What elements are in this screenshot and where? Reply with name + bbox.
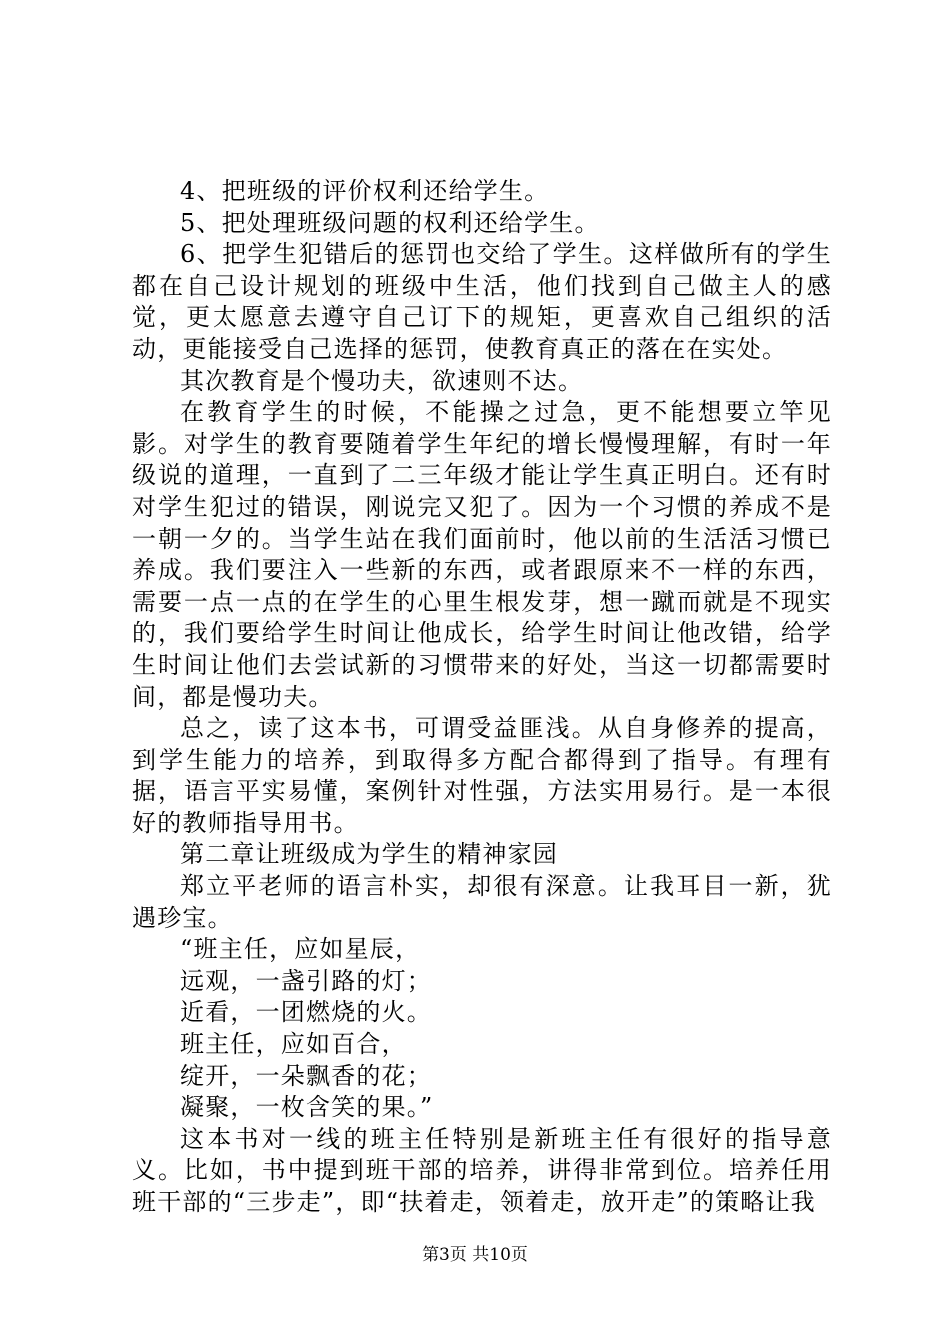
paragraph: 这本书对一线的班主任特别是新班主任有很好的指导意义。比如，书中提到班干部的培养，讲得非常到位。培养任用班干部的“三步走”，即“扶着走，领着走，放开走”的策略让我 (132, 1124, 832, 1216)
paragraph: 郑立平老师的语言朴实，却很有深意。让我耳目一新，犹遇珍宝。 (132, 872, 832, 932)
poem-line: 绽开，一朵飘香的花； (180, 1061, 432, 1090)
poem-line: “班主任，应如星辰， (180, 935, 421, 964)
chapter-heading: 第二章让班级成为学生的精神家园 (180, 840, 558, 869)
poem-line: 远观，一盏引路的灯； (180, 966, 432, 995)
document-body (132, 176, 832, 1219)
poem-line: 近看，一团燃烧的火。 (180, 998, 432, 1027)
paragraph: 4、把班级的评价权利还给学生。 (180, 177, 550, 205)
paragraph: 在教育学生的时候，不能操之过急，更不能想要立竿见影。对学生的教育要随着学生年纪的增长慢慢理解，有时一年级说的道理，一直到了二三年级才能让学生真正明白。还有时对学生犯过的错误，刚说完又犯了。因为一个习惯的养成不是一朝一夕的。当学生站在我们面前时，他以前的生活活习惯已养成。我们要注入一些新的东西，或者跟原来不一样的东西，需要一点一点的在学生的心里生根发芽，想一蹴而就是不现实的，我们要给学生时间让他成长，给学生时间让他改错，给学生时间让他们去尝试新的习惯带来的好处，当这一切都需要时间，都是慢功夫。 (132, 398, 832, 711)
paragraph: 6、把学生犯错后的惩罚也交给了学生。这样做所有的学生都在自己设计规划的班级中生活，他们找到自己做主人的感觉，更太愿意去遵守自己订下的规矩，更喜欢自己组织的活动，更能接受自己选择的惩罚，使教育真正的落在在实处。 (132, 240, 832, 363)
poem-line: 班主任，应如百合， (180, 1030, 407, 1059)
poem-line: 凝聚，一枚含笑的果。” (180, 1093, 434, 1122)
paragraph: 其次教育是个慢功夫，欲速则不达。 (180, 366, 584, 395)
paragraph: 总之，读了这本书，可谓受益匪浅。从自身修养的提高，到学生能力的培养，到取得多方配合都得到了指导。有理有据，语言平实易懂，案例针对性强，方法实用易行。是一本很好的教师指导用书。 (132, 714, 832, 837)
page-number: 第3页 共10页 (422, 1245, 528, 1265)
paragraph: 5、把处理班级问题的权利还给学生。 (180, 208, 600, 237)
